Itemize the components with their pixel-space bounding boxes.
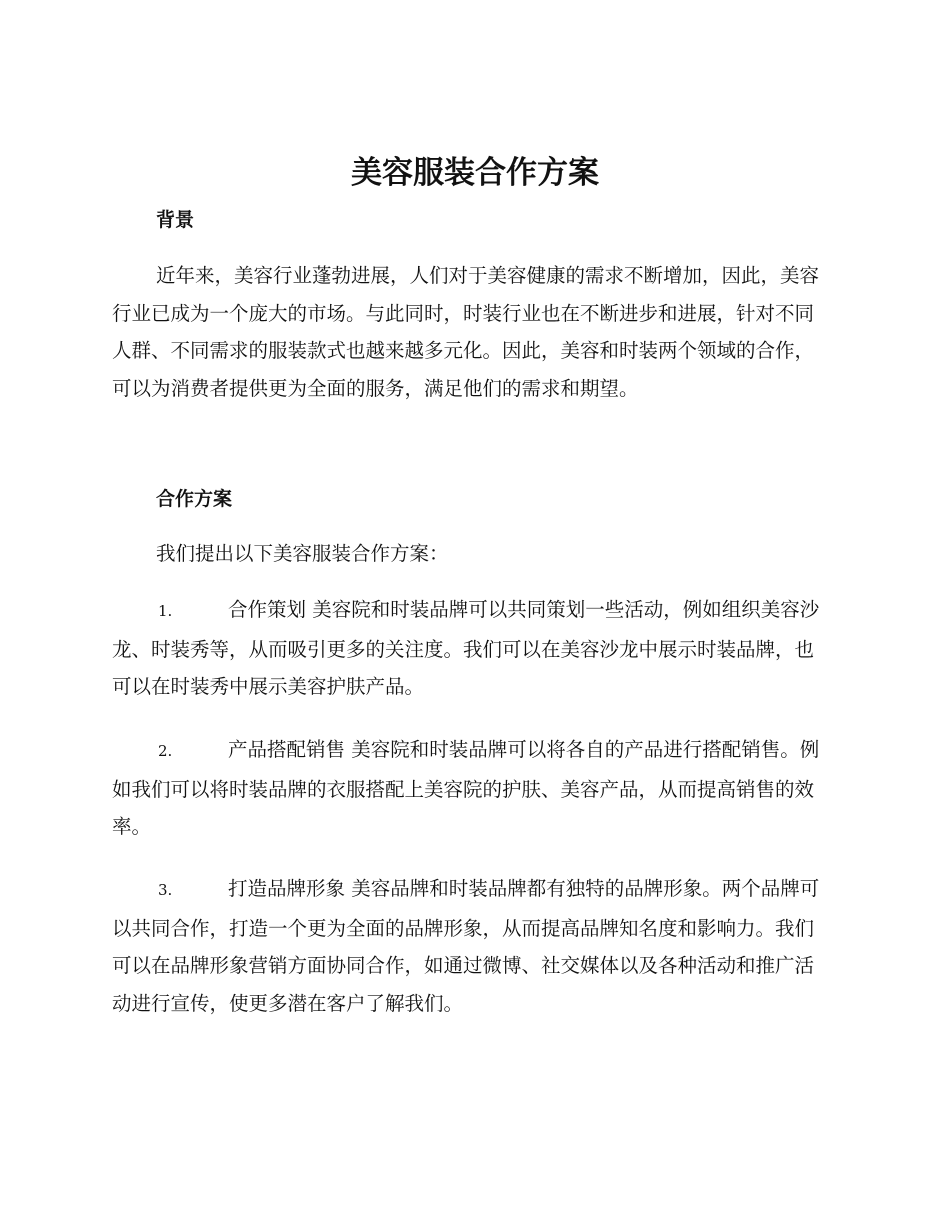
list-item-2 — [112, 731, 832, 846]
background-paragraph-text: 近年来，美容行业蓬勃进展，人们对于美容健康的需求不断增加，因此，美容行业已成为一个庞大的市场。与此同时，时装行业也在不断进步和进展，针对不同人群、不同需求的服装款式也越来越多元化。因此，美容和时装两个领域的合作，可以为消费者提供更为全面的服务，满足他们的需求和期望。 — [112, 264, 820, 400]
section-heading-background: 背景 — [156, 209, 195, 231]
document-title: 美容服装合作方案 — [351, 155, 599, 191]
plan-intro-paragraph — [112, 535, 832, 573]
list-item-text: 产品搭配销售 美容院和时装品牌可以将各自的产品进行搭配销售。例如我们可以将时装品牌的衣服搭配上美容院的护肤、美容产品，从而提高销售的效率。 — [112, 738, 820, 838]
list-item-text: 合作策划 美容院和时装品牌可以共同策划一些活动，例如组织美容沙龙、时装秀等，从而吸引更多的关注度。我们可以在美容沙龙中展示时装品牌，也可以在时装秀中展示美容护肤产品。 — [112, 598, 820, 698]
section-heading-plan: 合作方案 — [156, 488, 233, 510]
list-item-number: 1. — [158, 602, 173, 620]
list-item-3 — [112, 870, 832, 1022]
list-item-number: 3. — [158, 881, 173, 899]
list-item-text: 打造品牌形象 美容品牌和时装品牌都有独特的品牌形象。两个品牌可以共同合作，打造一个更为全面的品牌形象，从而提高品牌知名度和影响力。我们可以在品牌形象营销方面协同合作，如通过微博、社交媒体以及各种活动和推广活动进行宣传，使更多潜在客户了解我们。 — [112, 877, 820, 1015]
list-item-1 — [112, 591, 832, 706]
list-item-number: 2. — [158, 742, 173, 760]
background-paragraph — [112, 257, 832, 407]
plan-intro-text: 我们提出以下美容服装合作方案： — [156, 542, 449, 565]
